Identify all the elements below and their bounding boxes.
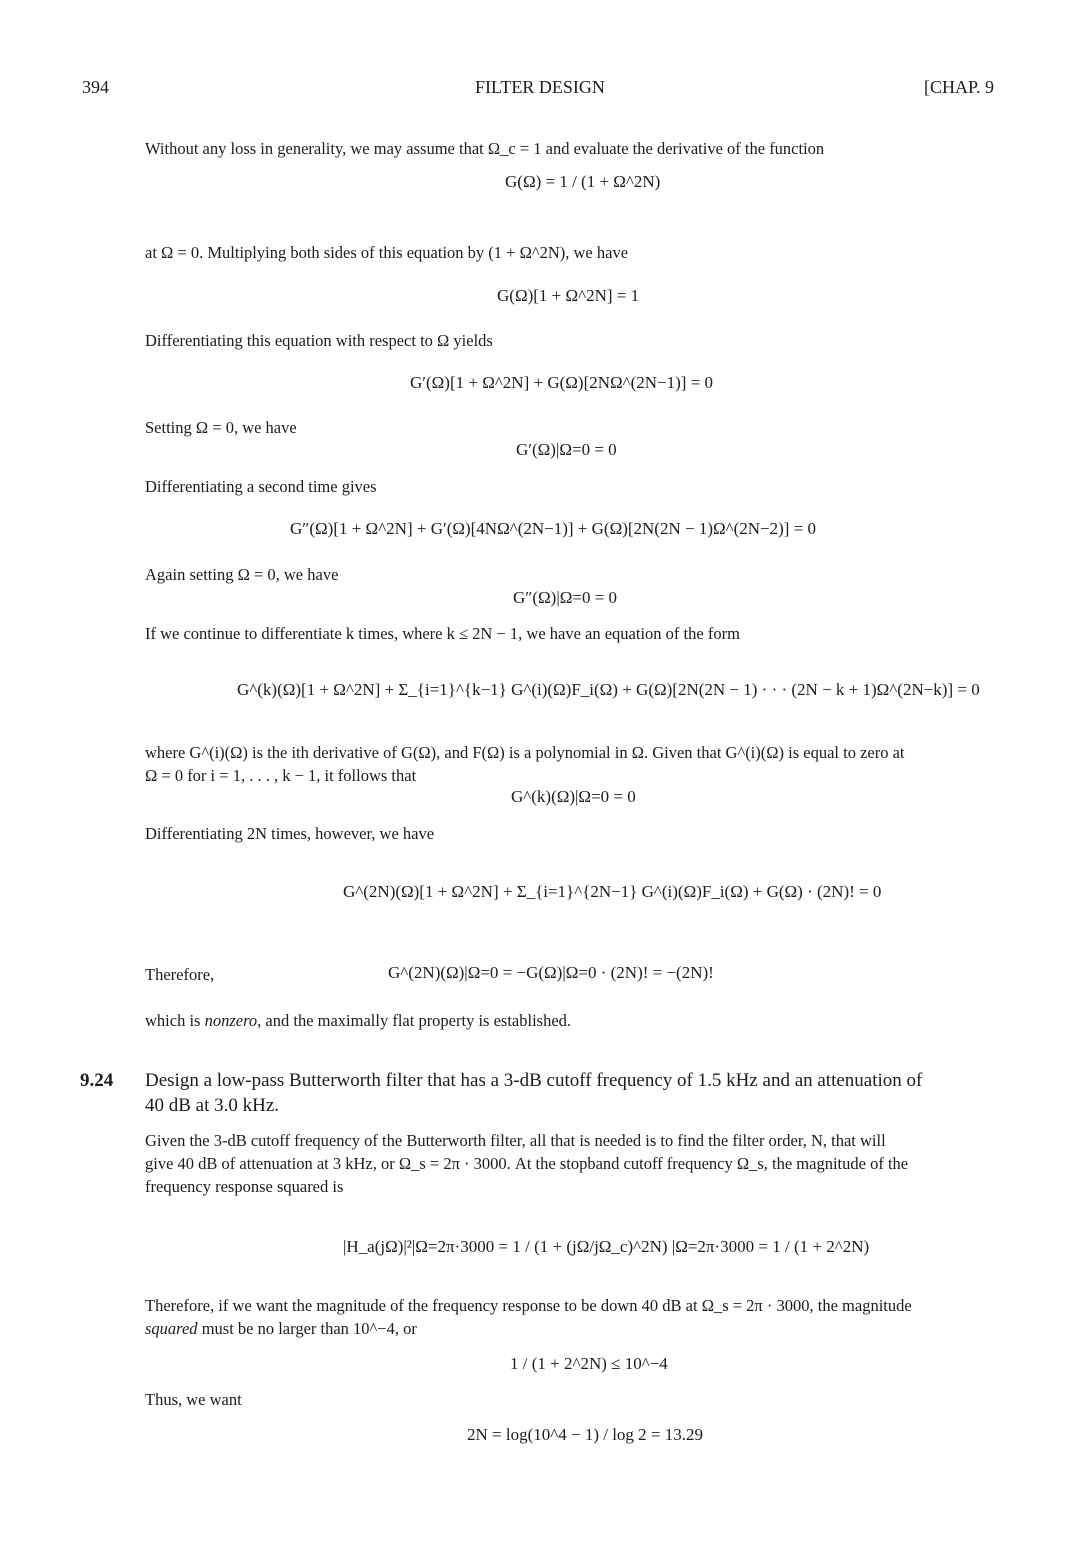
paragraph-2n-times: Differentiating 2N times, however, we have [145, 824, 435, 843]
equation-product: G(Ω)[1 + Ω^2N] = 1 [497, 286, 640, 305]
solution-line5 [145, 1317, 417, 1340]
solution-line5-rest: must be no larger than 10^−4, or [197, 1319, 417, 1338]
equation-kth-derivative-zero: G^(k)(Ω)|Ω=0 = 0 [511, 787, 636, 806]
solution-line2: give 40 dB of attenuation at 3 kHz, or Ω_s = 2π · 3000. At the stopband cutoff frequency Ω_s, the magnitude of the [145, 1154, 909, 1173]
running-title: FILTER DESIGN [475, 77, 605, 97]
solution-line4: Therefore, if we want the magnitude of the frequency response to be down 40 dB at Ω_s = 2π · 3000, the magnitude [145, 1296, 912, 1315]
solution-thus: Thus, we want [145, 1390, 242, 1409]
equation-magnitude-squared: |H_a(jΩ)|²|Ω=2π·3000 = 1 / (1 + (jΩ/jΩ_c)^2N) |Ω=2π·3000 = 1 / (1 + 2^2N) [343, 1237, 870, 1256]
problem-statement-line1: Design a low-pass Butterworth filter that has a 3-dB cutoff frequency of 1.5 kHz and an attenuation of [145, 1070, 923, 1091]
conclusion-emphasis: nonzero [204, 1011, 258, 1030]
equation-first-derivative: G′(Ω)[1 + Ω^2N] + G(Ω)[2NΩ^(2N−1)] = 0 [410, 373, 714, 392]
problem-number: 9.24 [80, 1070, 114, 1091]
equation-inequality: 1 / (1 + 2^2N) ≤ 10^−4 [510, 1354, 668, 1373]
equation-second-derivative-zero: G″(Ω)|Ω=0 = 0 [513, 588, 618, 607]
paragraph-differentiate: Differentiating this equation with respect to Ω yields [145, 331, 493, 350]
equation-second-derivative: G″(Ω)[1 + Ω^2N] + G′(Ω)[4NΩ^(2N−1)] + G(Ω)[2N(2N − 1)Ω^(2N−2)] = 0 [290, 519, 817, 538]
conclusion-pre: which is [145, 1011, 205, 1030]
equation-kth-derivative: G^(k)(Ω)[1 + Ω^2N] + Σ_{i=1}^{k−1} G^(i)(Ω)F_i(Ω) + G(Ω)[2N(2N − 1) · · · (2N − k + 1)Ω^(2N−k)] = 0 [237, 680, 980, 699]
paragraph-multiply: at Ω = 0. Multiplying both sides of this equation by (1 + Ω^2N), we have [145, 243, 629, 262]
equation-2nth-derivative: G^(2N)(Ω)[1 + Ω^2N] + Σ_{i=1}^{2N−1} G^(i)(Ω)F_i(Ω) + G(Ω) · (2N)! = 0 [343, 882, 882, 901]
solution-line1: Given the 3-dB cutoff frequency of the Butterworth filter, all that is needed is to find the filter order, N, that will [145, 1131, 886, 1150]
squared-emphasis: squared [145, 1319, 198, 1338]
equation-g-definition: G(Ω) = 1 / (1 + Ω^2N) [505, 172, 661, 191]
problem-statement-line2: 40 dB at 3.0 kHz. [145, 1095, 280, 1116]
paragraph-therefore: Therefore, [145, 965, 215, 984]
solution-line3: frequency response squared is [145, 1177, 344, 1196]
chapter-label: [CHAP. 9 [924, 77, 995, 97]
paragraph-where-line1: where G^(i)(Ω) is the ith derivative of G(Ω), and F(Ω) is a polynomial in Ω. Given that G^(i)(Ω) is equal to zero at [145, 743, 905, 762]
page-number: 394 [82, 77, 109, 97]
paragraph-where-line2: Ω = 0 for i = 1, . . . , k − 1, it follows that [145, 766, 417, 785]
paragraph-setting: Setting Ω = 0, we have [145, 418, 297, 437]
paragraph-again-setting: Again setting Ω = 0, we have [145, 565, 339, 584]
conclusion-post: , and the maximally flat property is established. [257, 1011, 572, 1030]
equation-first-derivative-zero: G′(Ω)|Ω=0 = 0 [516, 440, 617, 459]
equation-nonzero-result: G^(2N)(Ω)|Ω=0 = −G(Ω)|Ω=0 · (2N)! = −(2N)! [388, 963, 714, 982]
paragraph-intro: Without any loss in generality, we may assume that Ω_c = 1 and evaluate the derivative of the function [145, 139, 825, 158]
paragraph-conclusion [145, 1009, 571, 1032]
paragraph-k-times: If we continue to differentiate k times, where k ≤ 2N − 1, we have an equation of the form [145, 624, 740, 643]
paragraph-second-time: Differentiating a second time gives [145, 477, 377, 496]
equation-filter-order: 2N = log(10^4 − 1) / log 2 = 13.29 [467, 1425, 704, 1444]
